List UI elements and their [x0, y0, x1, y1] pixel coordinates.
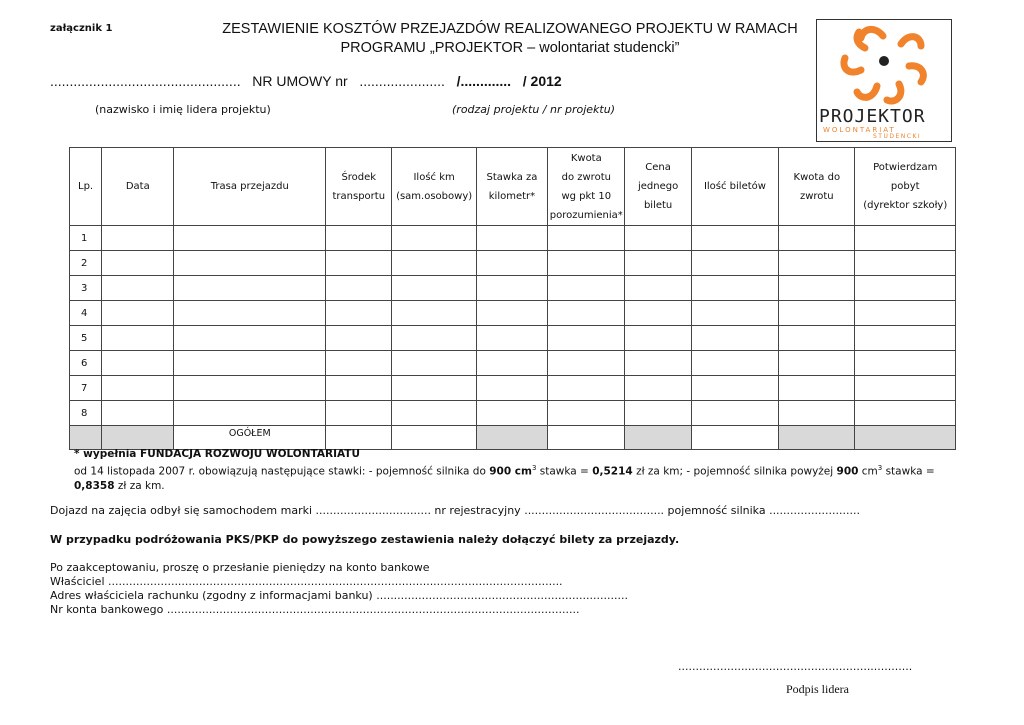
row-number: 4: [70, 301, 102, 326]
project-number-dots: .............: [460, 73, 512, 89]
table-cell[interactable]: [691, 226, 778, 251]
leader-dots: .................................................: [50, 73, 241, 89]
table-cell[interactable]: [625, 326, 691, 351]
table-cell[interactable]: [548, 251, 625, 276]
table-row: [70, 351, 956, 376]
total-cell: [102, 426, 174, 450]
row-number: 3: [70, 276, 102, 301]
column-header-text: Ilość km: [413, 171, 455, 183]
logo-wordmark: PROJEKTOR: [819, 106, 926, 127]
column-header: [102, 148, 174, 226]
table-cell[interactable]: [779, 326, 855, 351]
column-header: [855, 148, 956, 226]
total-cell: [625, 426, 691, 450]
table-cell[interactable]: [326, 351, 392, 376]
column-header-text: Stawka za: [486, 171, 538, 183]
table-cell[interactable]: [548, 276, 625, 301]
table-cell[interactable]: [548, 301, 625, 326]
bank-details: [50, 561, 628, 617]
table-cell[interactable]: [174, 301, 326, 326]
column-header-text: (sam.osobowy): [396, 190, 473, 202]
table-cell[interactable]: [102, 251, 174, 276]
column-header-text: transportu: [332, 190, 386, 202]
table-cell[interactable]: [102, 401, 174, 426]
column-header: [691, 148, 778, 226]
signature-line: ...................................................................: [678, 660, 913, 673]
bank-account-field: Nr konta bankowego ......................................................................................................................: [50, 603, 580, 616]
table-cell[interactable]: [174, 351, 326, 376]
projektor-logo: [816, 19, 952, 142]
column-header-text: Trasa przejazdu: [210, 181, 289, 192]
total-cell[interactable]: [326, 426, 392, 450]
row-number: 5: [70, 326, 102, 351]
total-cell: [779, 426, 855, 450]
table-cell[interactable]: [174, 326, 326, 351]
table-cell[interactable]: [326, 301, 392, 326]
table-cell[interactable]: [625, 226, 691, 251]
table-row: [70, 301, 956, 326]
table-cell[interactable]: [691, 401, 778, 426]
column-header-text: pobyt: [890, 181, 920, 192]
table-row: [70, 326, 956, 351]
table-cell[interactable]: [476, 276, 547, 301]
table-header-row: [70, 148, 956, 226]
total-label: OGÓŁEM: [174, 426, 326, 450]
table-cell[interactable]: [779, 401, 855, 426]
total-row: [70, 426, 956, 450]
table-cell[interactable]: [625, 401, 691, 426]
table-cell[interactable]: [855, 351, 956, 376]
bank-intro: Po zaakceptowaniu, proszę o przesłanie pieniędzy na konto bankowe: [50, 561, 430, 574]
table-cell[interactable]: [548, 226, 625, 251]
table-cell[interactable]: [476, 351, 547, 376]
column-header: [548, 148, 625, 226]
table-cell[interactable]: [625, 351, 691, 376]
table-cell[interactable]: [476, 401, 547, 426]
row-number: 8: [70, 401, 102, 426]
travel-costs-table: [69, 147, 956, 450]
total-cell: [70, 426, 102, 450]
table-cell[interactable]: [855, 301, 956, 326]
table-cell[interactable]: [855, 401, 956, 426]
column-header-text: Środek: [341, 171, 377, 183]
table-row: [70, 226, 956, 251]
column-header-text: Potwierdzam: [873, 162, 938, 173]
car-details-line: Dojazd na zajęcia odbył się samochodem marki ................................. nr rejestracyjny ........................................ pojemność silnika ..........................: [50, 504, 860, 517]
title-line-2: PROGRAMU „PROJEKTOR – wolontariat studencki”: [340, 40, 680, 56]
table-cell[interactable]: [102, 326, 174, 351]
logo-subtitle-1: WOLONTARIAT: [823, 126, 896, 134]
total-cell[interactable]: [392, 426, 476, 450]
table-cell[interactable]: [779, 301, 855, 326]
column-header-text: kilometr*: [488, 190, 536, 202]
column-header: [174, 148, 326, 226]
column-header-text: Data: [125, 181, 150, 192]
footnote-rates-line: od 14 listopada 2007 r. obowiązują następujące stawki: - pojemność silnika do 900 $cm^3$ stawka = 0,5214 zł za km; - pojemność silnika powyżej 900 $cm^3$ stawka =: [74, 464, 935, 478]
total-cell: [476, 426, 547, 450]
total-cell: [855, 426, 956, 450]
slash: /: [456, 73, 461, 89]
table-cell[interactable]: [691, 251, 778, 276]
table-row: [70, 251, 956, 276]
logo-subtitle-2: STUDENCKI: [873, 133, 922, 140]
column-header-text: Lp.: [78, 181, 94, 192]
table-cell[interactable]: [691, 376, 778, 401]
table-cell[interactable]: [476, 326, 547, 351]
table-cell[interactable]: [476, 301, 547, 326]
table-cell[interactable]: [174, 251, 326, 276]
table-cell[interactable]: [174, 226, 326, 251]
column-header-text: Kwota: [570, 152, 602, 164]
table-cell[interactable]: [476, 376, 547, 401]
table-cell[interactable]: [326, 251, 392, 276]
column-header-text: Kwota do: [793, 171, 841, 183]
table-cell[interactable]: [779, 376, 855, 401]
table-cell[interactable]: [174, 276, 326, 301]
column-header-text: Cena: [645, 162, 671, 173]
table-cell[interactable]: [548, 326, 625, 351]
footnote: [74, 447, 935, 493]
table-cell[interactable]: [326, 226, 392, 251]
table-cell[interactable]: [855, 226, 956, 251]
table-cell[interactable]: [392, 301, 476, 326]
title-line-1: ZESTAWIENIE KOSZTÓW PRZEJAZDÓW REALIZOWANEGO PROJEKTU W RAMACH: [222, 21, 798, 37]
table-cell[interactable]: [779, 276, 855, 301]
table-cell[interactable]: [392, 276, 476, 301]
signature-label: Podpis lidera: [786, 682, 849, 696]
column-header-text: jednego: [637, 181, 679, 192]
pkp-notice: W przypadku podróżowania PKS/PKP do powyższego zestawienia należy dołączyć bilety za przejazdy.: [50, 533, 680, 546]
column-header: [625, 148, 691, 226]
table-cell[interactable]: [326, 326, 392, 351]
document-title: [200, 20, 820, 58]
contract-nr-label: NR UMOWY nr: [252, 73, 348, 89]
project-caption: (rodzaj projektu / nr projektu): [452, 103, 616, 116]
table-cell[interactable]: [548, 401, 625, 426]
footnote-head: * wypełnia FUNDACJA ROZWOJU WOLONTARIATU: [74, 448, 360, 460]
table-cell[interactable]: [102, 351, 174, 376]
table-cell[interactable]: [174, 376, 326, 401]
table-cell[interactable]: [102, 226, 174, 251]
table-cell[interactable]: [392, 351, 476, 376]
contract-year: / 2012: [522, 73, 562, 89]
contract-number-line: [50, 73, 562, 89]
table-cell[interactable]: [691, 301, 778, 326]
row-number: 1: [70, 226, 102, 251]
table-cell[interactable]: [548, 376, 625, 401]
table-cell[interactable]: [326, 376, 392, 401]
table-cell[interactable]: [779, 226, 855, 251]
column-header-text: wg pkt 10: [561, 190, 612, 202]
table-cell[interactable]: [625, 301, 691, 326]
table-cell[interactable]: [174, 401, 326, 426]
column-header: [392, 148, 476, 226]
column-header: [326, 148, 392, 226]
table-cell[interactable]: [625, 376, 691, 401]
table-cell[interactable]: [392, 376, 476, 401]
table-cell[interactable]: [392, 326, 476, 351]
table-cell[interactable]: [548, 351, 625, 376]
table-cell[interactable]: [855, 326, 956, 351]
table-cell[interactable]: [691, 326, 778, 351]
table-cell[interactable]: [691, 276, 778, 301]
column-header-text: (dyrektor szkoły): [863, 200, 948, 211]
table-cell[interactable]: [102, 276, 174, 301]
table-cell[interactable]: [392, 226, 476, 251]
table-cell[interactable]: [855, 251, 956, 276]
table-cell[interactable]: [476, 226, 547, 251]
column-header-text: Ilość biletów: [703, 181, 766, 192]
column-header-text: do zwrotu: [561, 171, 611, 183]
project-type-dots: ......................: [359, 73, 445, 89]
table-cell[interactable]: [102, 301, 174, 326]
table-cell[interactable]: [855, 276, 956, 301]
table-cell[interactable]: [392, 401, 476, 426]
table-cell[interactable]: [625, 251, 691, 276]
table-row: [70, 376, 956, 401]
table-cell[interactable]: [779, 351, 855, 376]
table-cell[interactable]: [855, 376, 956, 401]
row-number: 7: [70, 376, 102, 401]
column-header-text: porozumienia*: [549, 209, 623, 221]
table-row: [70, 401, 956, 426]
table-cell[interactable]: [779, 251, 855, 276]
table-cell[interactable]: [326, 401, 392, 426]
leader-caption: (nazwisko i imię lidera projektu): [95, 103, 271, 116]
column-header: [779, 148, 855, 226]
column-header-text: biletu: [643, 200, 673, 211]
total-cell[interactable]: [691, 426, 778, 450]
column-header: [70, 148, 102, 226]
table-cell[interactable]: [102, 376, 174, 401]
row-number: 6: [70, 351, 102, 376]
footnote-rates-line-2: 0,8358 zł za km.: [74, 479, 165, 492]
bank-owner-field: Właściciel ..................................................................................................................................: [50, 575, 563, 588]
table-cell[interactable]: [625, 276, 691, 301]
total-cell[interactable]: [548, 426, 625, 450]
table-cell[interactable]: [691, 351, 778, 376]
table-row: [70, 276, 956, 301]
row-number: 2: [70, 251, 102, 276]
attachment-label: załącznik 1: [50, 23, 113, 34]
table-cell[interactable]: [326, 276, 392, 301]
bank-address-field: Adres właściciela rachunku (zgodny z informacjami banku) ........................................................................: [50, 589, 628, 602]
table-cell[interactable]: [392, 251, 476, 276]
column-header-text: zwrotu: [799, 190, 834, 202]
table-cell[interactable]: [476, 251, 547, 276]
column-header: [476, 148, 547, 226]
